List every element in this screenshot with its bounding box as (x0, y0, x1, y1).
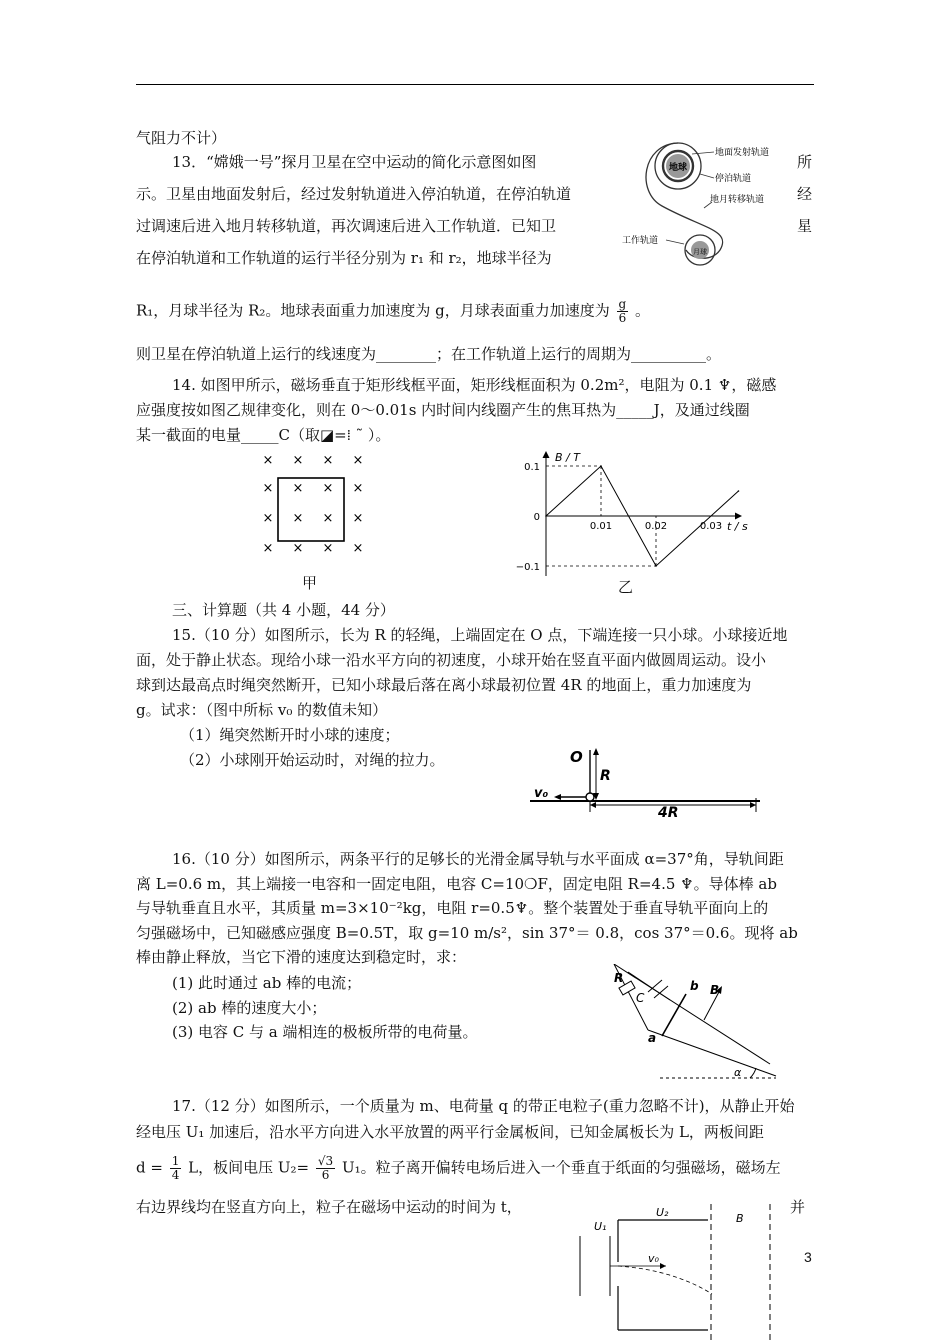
q17-d-fraction (170, 1155, 182, 1182)
q16-line-3: 与导轨垂直且水平，其质量 m=3×10⁻²kg，电阻 r=0.5♆。整个装置处于垂直导轨平面向上的 (136, 899, 769, 917)
moon-label: 月球 (693, 248, 707, 256)
launch-orbit-label: 地面发射轨道 (715, 148, 770, 158)
q17-line-2: 经电压 U₁ 加速后，沿水平方向进入水平放置的两平行金属板间，已知金属板长为 L，两板间距 (136, 1123, 764, 1141)
chart-y-tick-1: 0 (533, 512, 540, 523)
q17-line-4-end: 并 (790, 1198, 806, 1216)
chart-point-2 (655, 565, 657, 567)
q13-line-6: 则卫星在停泊轨道上运行的线速度为________；在工作轨道上运行的周期为__________。 (136, 345, 722, 363)
v0-label: v₀ (534, 786, 549, 801)
q13-fraction (617, 298, 629, 325)
chart-y-tick-0: 0.1 (524, 462, 540, 473)
q17-d-eq: d = (136, 1158, 163, 1177)
point-b-label: b (690, 979, 699, 993)
chart-point-1 (600, 465, 602, 467)
q15-figure (530, 742, 762, 822)
lower-rail (648, 1030, 776, 1076)
earth-label: 地球 (668, 163, 688, 173)
q15-line-4: g。试求：（图中所标 v₀ 的数值未知） (136, 701, 388, 719)
q14-line-1: 14. 如图甲所示，磁场垂直于矩形线框平面，矩形线框面积为 0.2m²，电阻为 0.1 ♆，磁感 (172, 376, 777, 394)
field-cross-1-0: × (262, 481, 274, 496)
q15-line-1: 15.（10 分）如图所示，长为 R 的轻绳，上端固定在 O 点，下端连接一只小球。小球接近地 (172, 626, 788, 644)
field-cross-1-1: × (292, 481, 304, 496)
q13-line-3: 过调速后进入地月转移轨道，再次调速后进入工作轨道．已知卫 (136, 217, 557, 235)
q14-line-2: 应强度按如图乙规律变化，则在 0～0.01s 内时间内线圈产生的焦耳热为_____J，及通过线圈 (136, 401, 750, 419)
q17-figure (574, 1200, 780, 1340)
field-b-label: B (710, 983, 720, 997)
prev-question-tail: 气阻力不计） (136, 129, 227, 147)
q16-line-1: 16.（10 分）如图所示，两条平行的足够长的光滑金属导轨与水平面成 α=37°角，导轨间距 (172, 850, 784, 868)
field-cross-3-2: × (322, 541, 334, 556)
q16-figure (600, 964, 782, 1080)
q17-line-3 (136, 1155, 781, 1182)
q16-line-4: 匀强磁场中，已知磁感应强度 B=0.5T，取 g=10 m/s²，sin 37°＝ 0.8，cos 37°＝0.6。现将 ab (136, 924, 798, 942)
q13-right-char-3: 星 (797, 217, 813, 235)
coil-frame (278, 478, 344, 541)
q16-item-3: (3) 电容 C 与 a 端相连的极板所带的电荷量。 (172, 1023, 478, 1041)
q13-right-char-1: 所 (797, 153, 813, 171)
q15-item-1: （1）绳突然断开时小球的速度； (180, 726, 400, 744)
field-cross-3-0: × (262, 541, 274, 556)
angle-alpha-label: α (734, 1066, 742, 1079)
q14-chart-b (505, 448, 755, 588)
work-orbit-label: 工作轨道 (622, 236, 659, 246)
header-rule (136, 84, 814, 85)
chart-x-label: t / s (727, 520, 748, 533)
resistor-label: R (614, 971, 624, 985)
field-cross-0-3: × (352, 453, 364, 468)
q16-line-5: 棒由静止释放，当它下滑的速度达到稳定时，求： (136, 948, 467, 966)
field-cross-3-3: × (352, 541, 364, 556)
section-3-title: 三、计算题（共 4 小题，44 分） (172, 601, 395, 619)
distance-label: 4R (658, 805, 679, 821)
q17-line-3-rest: U₁。粒子离开偏转电场后进入一个垂直于纸面的匀强磁场，磁场左 (341, 1158, 781, 1177)
u1-label: U₁ (594, 1220, 607, 1233)
field-cross-1-3: × (352, 481, 364, 496)
q17-d-den: 4 (171, 1168, 180, 1182)
v0-label: v₀ (648, 1252, 659, 1265)
field-cross-1-2: × (322, 481, 334, 496)
q17-u-num: √3 (317, 1154, 334, 1168)
q16-item-1: (1) 此时通过 ab 棒的电流； (172, 974, 362, 992)
field-cross-0-1: × (292, 453, 304, 468)
q17-line-1: 17.（12 分）如图所示，一个质量为 m、电荷量 q 的带正电粒子(重力忽略不计)，从静止开始 (172, 1097, 795, 1115)
q13-line-5-text: R₁，月球半径为 R₂。地球表面重力加速度为 g，月球表面重力加速度为 (136, 301, 610, 320)
q13-line-5-end: 。 (635, 301, 651, 320)
rope-length-label: R (600, 768, 611, 784)
particle-trajectory (618, 1266, 712, 1294)
point-a-label: a (648, 1031, 657, 1045)
field-cross-2-2: × (322, 511, 334, 526)
q13-frac-num: g (618, 297, 627, 311)
chart-x-tick-1: 0.02 (644, 521, 668, 532)
capacitor-label: C (636, 991, 645, 1005)
field-cross-0-2: × (322, 453, 334, 468)
point-o-label: O (570, 748, 583, 766)
q14-line-3: 某一截面的电量_____C（取◪=⁞ ˜ ）。 (136, 426, 391, 444)
q17-u-den: 6 (321, 1168, 330, 1182)
q13-line-4: 在停泊轨道和工作轨道的运行半径分别为 r₁ 和 r₂，地球半径为 (136, 249, 552, 267)
ball (586, 793, 594, 801)
chart-x-tick-2: 0.03 (699, 521, 723, 532)
q13-frac-den: 6 (618, 311, 627, 325)
field-cross-2-1: × (292, 511, 304, 526)
parking-orbit-label: 停泊轨道 (715, 174, 752, 184)
ab-rod (662, 994, 686, 1036)
chart-point-0 (545, 515, 547, 517)
q15-line-2: 面，处于静止状态。现给小球一沿水平方向的初速度，小球开始在竖直平面内做圆周运动。设小 (136, 651, 767, 669)
chart-x-tick-0: 0.01 (589, 521, 613, 532)
u2-label: U₂ (656, 1206, 669, 1219)
chart-y-tick-2: −0.1 (515, 562, 540, 573)
q16-item-2: (2) ab 棒的速度大小； (172, 999, 327, 1017)
chart-point-3 (738, 490, 740, 492)
field-cross-2-3: × (352, 511, 364, 526)
q17-u2-eq: L，板间电压 U₂= (188, 1158, 310, 1177)
q13-orbit-figure (622, 140, 794, 270)
q13-line-5 (136, 298, 650, 325)
q13-line-1: 13．“嫦娥一号”探月卫星在空中运动的简化示意图如图 (172, 153, 537, 171)
fig-a-label: 甲 (302, 574, 318, 592)
q17-u-fraction (316, 1155, 335, 1182)
field-cross-2-0: × (262, 511, 274, 526)
q15-line-3: 球到达最高点时绳突然断开，已知小球最后落在离小球最初位置 4R 的地面上，重力加速度为 (136, 676, 752, 694)
transfer-orbit-label: 地月转移轨道 (710, 195, 765, 205)
field-cross-0-0: × (262, 453, 274, 468)
q17-line-4: 右边界线均在竖直方向上，粒子在磁场中运动的时间为 t， (136, 1198, 522, 1216)
q13-line-2: 示。卫星由地面发射后，经过发射轨道进入停泊轨道，在停泊轨道 (136, 185, 572, 203)
field-cross-3-1: × (292, 541, 304, 556)
capacitor-plate-2 (654, 986, 668, 998)
q15-item-2: （2）小球刚开始运动时，对绳的拉力。 (180, 751, 445, 769)
page-number: 3 (804, 1249, 812, 1265)
q16-line-2: 离 L=0.6 m，其上端接一电容和一固定电阻，电容 C=10❍F，固定电阻 R=4.5 ♆。导体棒 ab (136, 875, 777, 893)
q17-d-num: 1 (171, 1154, 180, 1168)
b-label: B (736, 1212, 744, 1225)
q14-figure-a (250, 448, 370, 566)
fig-b-label: 乙 (618, 578, 634, 596)
chart-y-label: B / T (555, 451, 580, 464)
q13-right-char-2: 经 (797, 185, 813, 203)
